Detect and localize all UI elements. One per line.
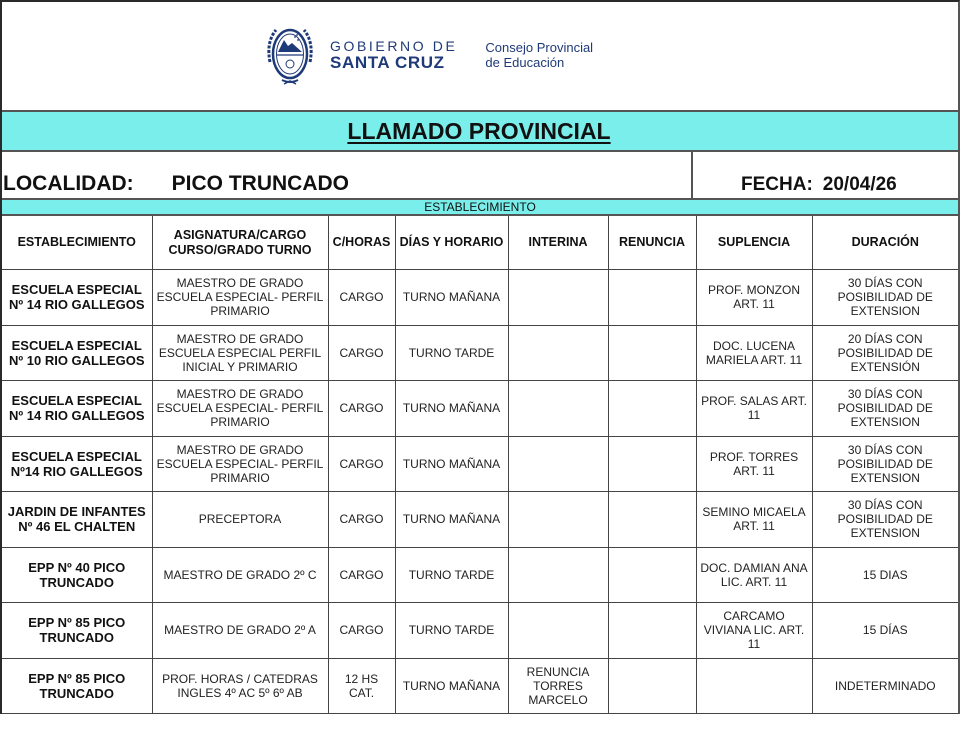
government-name — [330, 38, 457, 72]
cell-establecimiento: ESCUELA ESPECIAL Nº 10 RIO GALLEGOS — [2, 325, 152, 381]
localidad-value: PICO TRUNCADO — [171, 172, 349, 195]
cell-horas: CARGO — [328, 436, 395, 492]
cell-horario: TURNO MAÑANA — [395, 270, 508, 326]
cell-renuncia — [608, 603, 696, 659]
cell-duracion: 30 DÍAS CON POSIBILIDAD DE EXTENSION — [812, 492, 958, 548]
council-name — [485, 40, 593, 70]
cell-horas: CARGO — [328, 325, 395, 381]
council-line-2: de Educación — [485, 55, 565, 70]
table-row — [2, 381, 958, 437]
cell-renuncia — [608, 325, 696, 381]
cell-renuncia — [608, 492, 696, 548]
cell-horario: TURNO MAÑANA — [395, 658, 508, 714]
cell-interina — [508, 492, 608, 548]
cell-horario: TURNO TARDE — [395, 603, 508, 659]
col-asignatura: ASIGNATURA/CARGO CURSO/GRADO TURNO — [152, 216, 328, 270]
table-row — [2, 325, 958, 381]
cell-renuncia — [608, 381, 696, 437]
cell-horas: CARGO — [328, 547, 395, 603]
cell-asignatura: MAESTRO DE GRADO ESCUELA ESPECIAL PERFIL INICIAL Y PRIMARIO — [152, 325, 328, 381]
cell-interina — [508, 547, 608, 603]
cell-asignatura: MAESTRO DE GRADO ESCUELA ESPECIAL- PERFIL PRIMARIO — [152, 381, 328, 437]
title-bar — [2, 112, 958, 152]
col-interina: INTERINA — [508, 216, 608, 270]
santa-cruz-coat-of-arms-icon — [264, 22, 316, 88]
cell-horario: TURNO MAÑANA — [395, 381, 508, 437]
table-row — [2, 603, 958, 659]
council-line-1: Consejo Provincial — [485, 40, 594, 55]
cell-duracion: 30 DÍAS CON POSIBILIDAD DE EXTENSION — [812, 270, 958, 326]
cell-asignatura: MAESTRO DE GRADO 2º C — [152, 547, 328, 603]
vacancies-table — [2, 216, 958, 714]
cell-horas: CARGO — [328, 603, 395, 659]
cell-asignatura: PRECEPTORA — [152, 492, 328, 548]
cell-asignatura: MAESTRO DE GRADO 2º A — [152, 603, 328, 659]
cell-duracion: 15 DIAS — [812, 547, 958, 603]
cell-suplencia: DOC. DAMIAN ANA LIC. ART. 11 — [696, 547, 812, 603]
cell-duracion: INDETERMINADO — [812, 658, 958, 714]
gov-line-2: SANTA CRUZ — [330, 53, 445, 72]
col-establecimiento: ESTABLECIMIENTO — [2, 216, 152, 270]
cell-duracion: 30 DÍAS CON POSIBILIDAD DE EXTENSION — [812, 381, 958, 437]
col-renuncia: RENUNCIA — [608, 216, 696, 270]
cell-establecimiento: JARDIN DE INFANTES Nº 46 EL CHALTEN — [2, 492, 152, 548]
gov-line-1: GOBIERNO DE — [330, 38, 458, 54]
table-row — [2, 492, 958, 548]
cell-interina — [508, 603, 608, 659]
cell-horas: CARGO — [328, 270, 395, 326]
cell-establecimiento: EPP Nº 40 PICO TRUNCADO — [2, 547, 152, 603]
table-row — [2, 270, 958, 326]
fecha-cell — [693, 152, 958, 198]
col-horas: C/HORAS — [328, 216, 395, 270]
cell-asignatura: MAESTRO DE GRADO ESCUELA ESPECIAL- PERFIL PRIMARIO — [152, 270, 328, 326]
page-title: LLAMADO PROVINCIAL — [347, 117, 611, 144]
localidad-cell — [2, 152, 693, 198]
cell-horario: TURNO MAÑANA — [395, 436, 508, 492]
table-row — [2, 658, 958, 714]
fecha-value: 20/04/26 — [822, 174, 897, 195]
cell-horas: CARGO — [328, 381, 395, 437]
location-date-row — [2, 152, 958, 200]
cell-suplencia: PROF. TORRES ART. 11 — [696, 436, 812, 492]
cell-renuncia — [608, 658, 696, 714]
cell-asignatura: PROF. HORAS / CATEDRAS INGLES 4º AC 5º 6º AB — [152, 658, 328, 714]
cell-horario: TURNO TARDE — [395, 325, 508, 381]
cell-asignatura: MAESTRO DE GRADO ESCUELA ESPECIAL- PERFIL PRIMARIO — [152, 436, 328, 492]
letterhead — [2, 2, 958, 112]
cell-establecimiento: ESCUELA ESPECIAL Nº 14 RIO GALLEGOS — [2, 270, 152, 326]
cell-interina: RENUNCIA TORRES MARCELO — [508, 658, 608, 714]
table-header-row — [2, 216, 958, 270]
cell-horario: TURNO MAÑANA — [395, 492, 508, 548]
col-duracion: DURACIÓN — [812, 216, 958, 270]
cell-suplencia: CARCAMO VIVIANA LIC. ART. 11 — [696, 603, 812, 659]
cell-horas: 12 HS CAT. — [328, 658, 395, 714]
cell-horario: TURNO TARDE — [395, 547, 508, 603]
cell-renuncia — [608, 436, 696, 492]
col-horario: DÍAS Y HORARIO — [395, 216, 508, 270]
cell-interina — [508, 325, 608, 381]
cell-establecimiento: ESCUELA ESPECIAL Nº 14 RIO GALLEGOS — [2, 381, 152, 437]
cell-establecimiento: ESCUELA ESPECIAL Nº14 RIO GALLEGOS — [2, 436, 152, 492]
col-suplencia: SUPLENCIA — [696, 216, 812, 270]
cell-establecimiento: EPP Nº 85 PICO TRUNCADO — [2, 658, 152, 714]
table-row — [2, 547, 958, 603]
cell-duracion: 30 DÍAS CON POSIBILIDAD DE EXTENSION — [812, 436, 958, 492]
cell-duracion: 20 DÍAS CON POSIBILIDAD DE EXTENSIÓN — [812, 325, 958, 381]
cell-suplencia: PROF. SALAS ART. 11 — [696, 381, 812, 437]
cell-interina — [508, 270, 608, 326]
cell-renuncia — [608, 547, 696, 603]
cell-suplencia: DOC. LUCENA MARIELA ART. 11 — [696, 325, 812, 381]
cell-interina — [508, 381, 608, 437]
cell-horas: CARGO — [328, 492, 395, 548]
cell-establecimiento: EPP Nº 85 PICO TRUNCADO — [2, 603, 152, 659]
table-row — [2, 436, 958, 492]
government-logo — [264, 22, 593, 88]
cell-renuncia — [608, 270, 696, 326]
cell-suplencia — [696, 658, 812, 714]
cell-duracion: 15 DÍAS — [812, 603, 958, 659]
cell-interina — [508, 436, 608, 492]
cell-suplencia: PROF. MONZON ART. 11 — [696, 270, 812, 326]
fecha-label: FECHA: — [741, 174, 813, 195]
section-label: ESTABLECIMIENTO — [2, 200, 958, 216]
localidad-label: LOCALIDAD: — [3, 172, 134, 195]
cell-suplencia: SEMINO MICAELA ART. 11 — [696, 492, 812, 548]
